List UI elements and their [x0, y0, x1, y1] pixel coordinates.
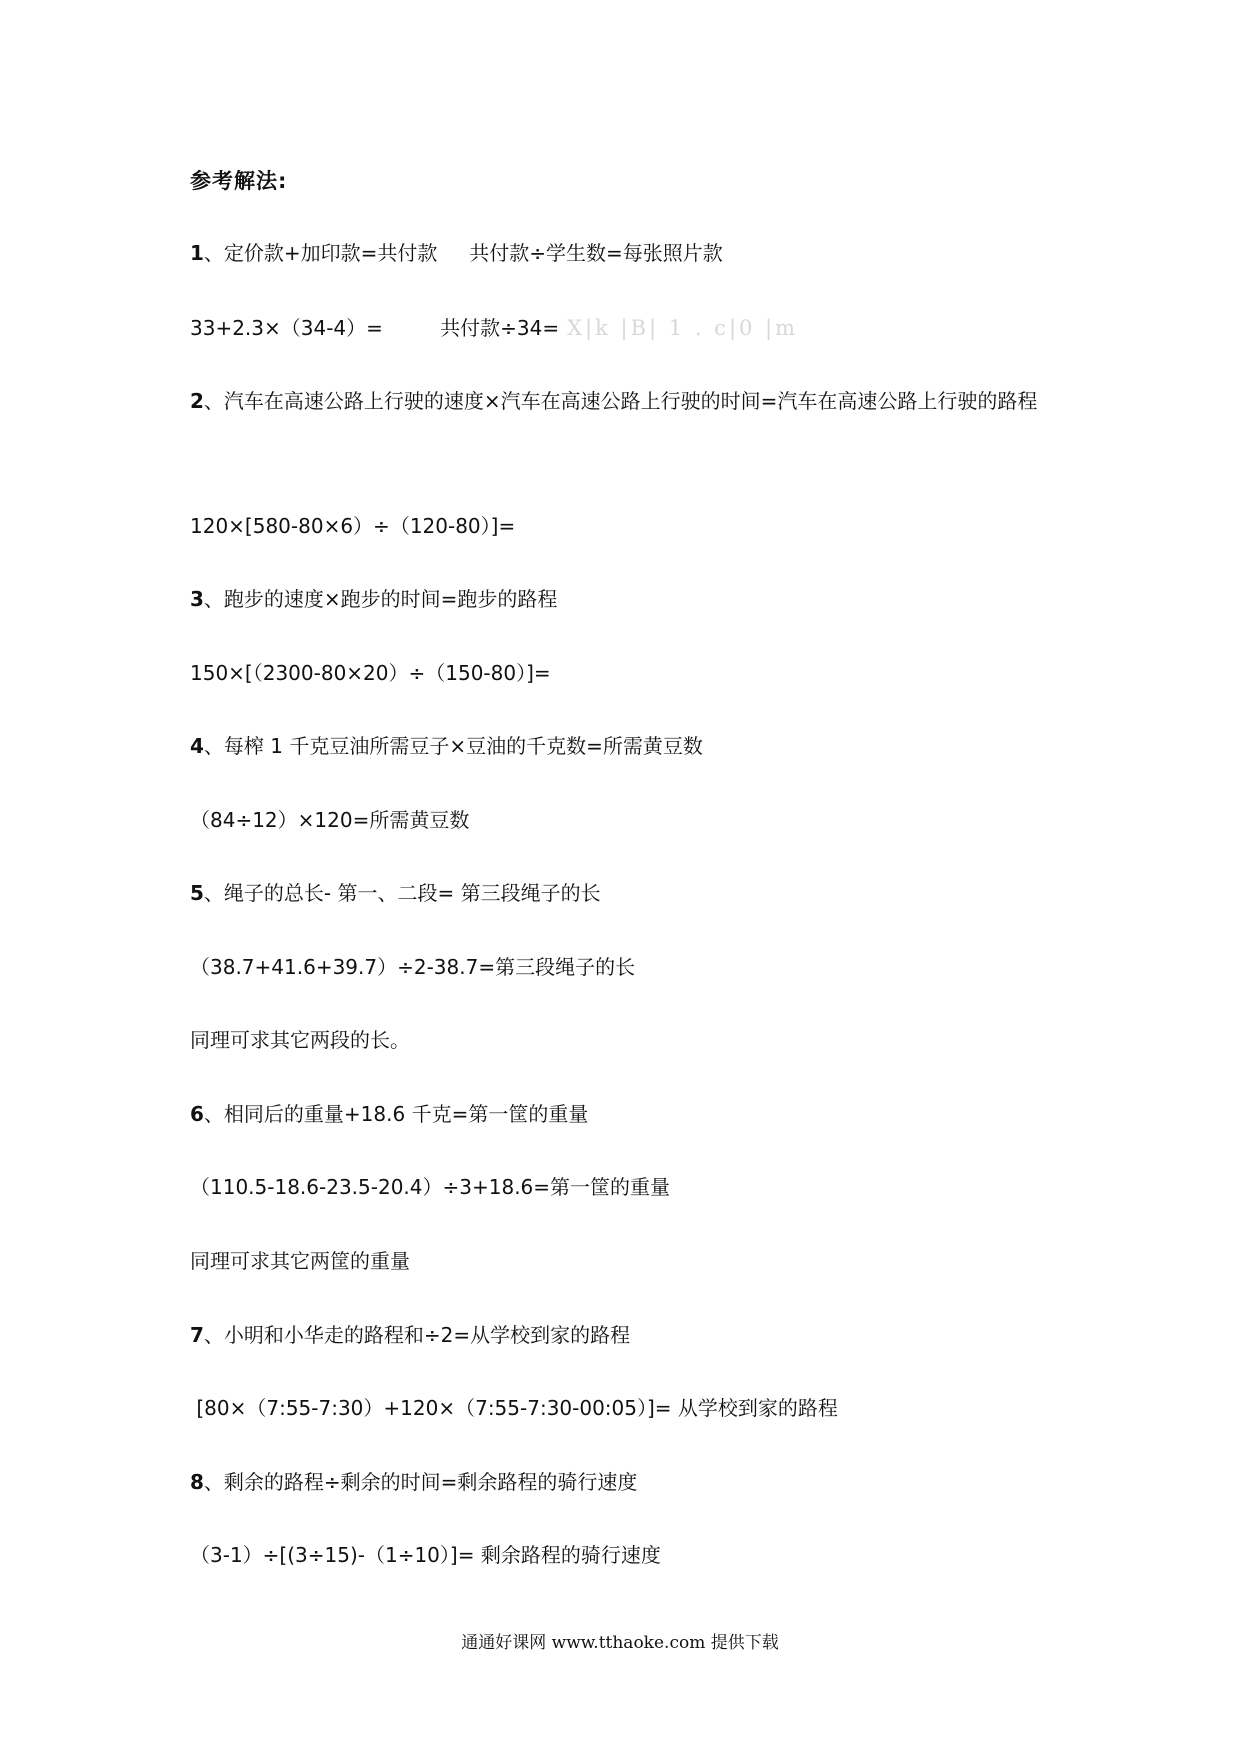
step-text: 跑步的速度×跑步的时间=跑步的路程	[223, 587, 558, 611]
step-number: 7	[190, 1323, 204, 1347]
step-7-expression: [80×（7:55-7:30）+120×（7:55-7:30-00:05）]= 从学校到家的路程	[190, 1396, 838, 1420]
step-separator: 、	[203, 1470, 224, 1494]
step-separator: 、	[203, 734, 224, 758]
page-title: 参考解法:	[190, 169, 288, 193]
step-7-heading	[190, 1320, 630, 1350]
step-text: 每榨 1 千克豆油所需豆子×豆油的千克数=所需黄豆数	[223, 734, 703, 758]
step-3-heading	[190, 584, 557, 614]
step-8-heading	[190, 1467, 637, 1497]
step-6-note: 同理可求其它两筐的重量	[190, 1249, 410, 1273]
step-separator: 、	[203, 587, 224, 611]
watermark-text: X|k |B| 1 . c|0 |m	[567, 316, 799, 340]
step-text: 相同后的重量+18.6 千克=第一筐的重量	[223, 1102, 589, 1126]
page-footer: 通通好课网 www.tthaoke.com 提供下载	[461, 1633, 779, 1653]
step-5-expression: （38.7+41.6+39.7）÷2-38.7=第三段绳子的长	[190, 955, 636, 979]
step-text: 定价款+加印款=共付款 共付款÷学生数=每张照片款	[223, 241, 723, 265]
step-number: 5	[190, 881, 204, 905]
step-separator: 、	[203, 881, 224, 905]
step-separator: 、	[203, 241, 224, 265]
expression-text: 33+2.3×（34-4）= 共付款÷34=	[190, 316, 560, 340]
step-number: 2	[190, 389, 204, 413]
step-2-heading	[190, 380, 1060, 422]
step-6-heading	[190, 1099, 588, 1129]
step-number: 3	[190, 587, 204, 611]
step-5-note: 同理可求其它两段的长。	[190, 1028, 410, 1052]
step-1-expression	[190, 313, 798, 343]
step-number: 6	[190, 1102, 204, 1126]
step-separator: 、	[203, 1102, 224, 1126]
step-5-heading	[190, 878, 601, 908]
step-text: 剩余的路程÷剩余的时间=剩余路程的骑行速度	[223, 1470, 638, 1494]
step-4-expression: （84÷12）×120=所需黄豆数	[190, 808, 470, 832]
step-2-expression: 120×[580-80×6）÷（120-80）]=	[190, 514, 516, 538]
step-number: 4	[190, 734, 204, 758]
step-text: 小明和小华走的路程和÷2=从学校到家的路程	[223, 1323, 631, 1347]
step-number: 8	[190, 1470, 204, 1494]
step-number: 1	[190, 241, 204, 265]
step-6-expression: （110.5-18.6-23.5-20.4）÷3+18.6=第一筐的重量	[190, 1175, 671, 1199]
step-separator: 、	[203, 1323, 224, 1347]
step-separator: 、	[203, 389, 224, 413]
step-8-expression: （3-1）÷[(3÷15)-（1÷10）]= 剩余路程的骑行速度	[190, 1543, 661, 1567]
step-1-heading	[190, 238, 723, 268]
step-text: 汽车在高速公路上行驶的速度×汽车在高速公路上行驶的时间=汽车在高速公路上行驶的路程	[223, 389, 1038, 413]
step-3-expression: 150×[（2300-80×20）÷（150-80）]=	[190, 661, 551, 685]
step-text: 绳子的总长- 第一、二段= 第三段绳子的长	[223, 881, 601, 905]
step-4-heading	[190, 731, 703, 761]
